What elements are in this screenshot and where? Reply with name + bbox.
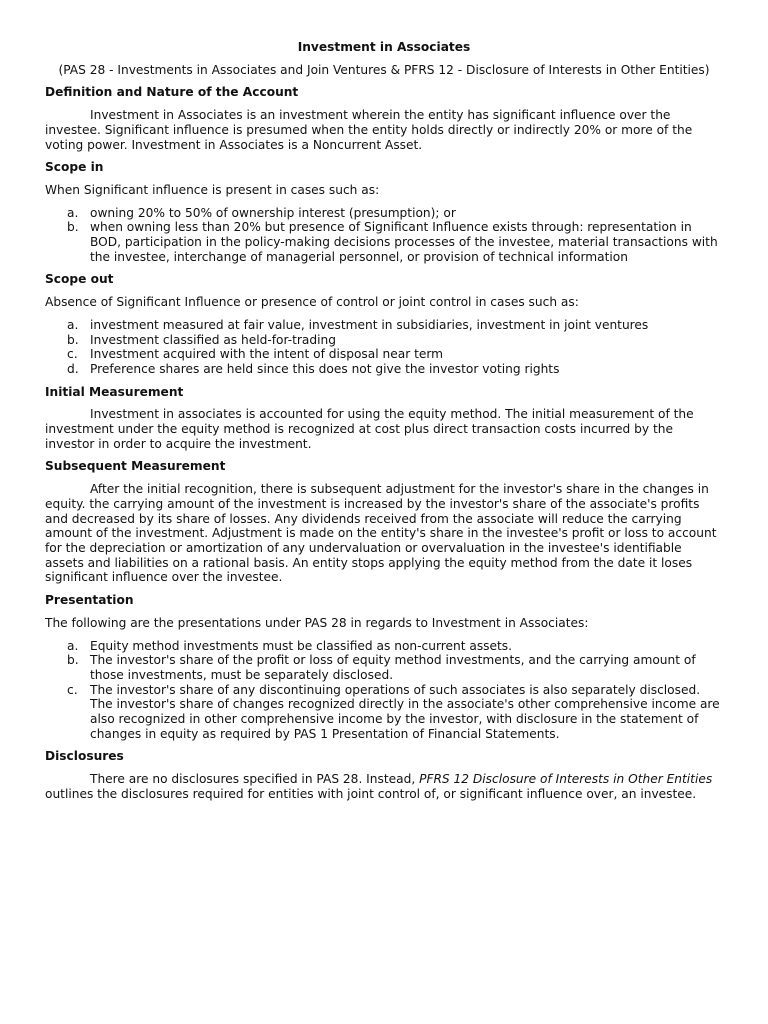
section-heading-initial-measurement: Initial Measurement: [45, 384, 184, 399]
presentation-list: [45, 639, 723, 742]
document-subtitle: (PAS 28 - Investments in Associates and Join Ventures & PFRS 12 - Disclosure of Interests in Other Entities): [58, 62, 710, 77]
section-heading-disclosures: Disclosures: [45, 749, 124, 764]
list-marker: a.: [67, 638, 79, 653]
list-marker: a.: [67, 317, 79, 332]
list-item-text: owning 20% to 50% of ownership interest (presumption); or: [90, 205, 456, 220]
scope-out-list: [45, 318, 723, 377]
disclosures-text-after: outlines the disclosures required for entities with joint control of, or significant influence over, an investee.: [45, 786, 697, 801]
list-item-text: Investment classified as held-for-trading: [90, 332, 336, 347]
list-marker: c.: [67, 682, 78, 697]
list-marker: d.: [67, 361, 79, 376]
list-marker: c.: [67, 347, 78, 362]
list-marker: b.: [67, 653, 79, 668]
section-heading-scope-out: Scope out: [45, 272, 114, 287]
presentation-intro: The following are the presentations under PAS 28 in regards to Investment in Associates:: [45, 615, 589, 630]
document-page: [45, 40, 723, 810]
list-item-text: investment measured at fair value, investment in subsidiaries, investment in joint ventures: [90, 317, 649, 332]
list-item-text: The investor's share of any discontinuing operations of such associates is also separately disclosed. The investor's share of changes recognized directly in the associate's other comprehensive income are also recognized in other comprehensive income by the investor, with disclosure in the statement of changes in equity as required by PAS 1 Presentation of Financial Statements.: [90, 682, 720, 741]
section-heading-presentation: Presentation: [45, 593, 134, 608]
disclosures-text-before: There are no disclosures specified in PAS 28. Instead,: [90, 772, 420, 787]
document-title: Investment in Associates: [297, 40, 471, 54]
definition-paragraph: Investment in Associates is an investment wherein the entity has significant influence over the investee. Significant influence is presumed when the entity holds directly or indirectly 20% or more of the voting power. Investment in Associates is a Noncurrent Asset.: [45, 108, 693, 152]
list-item: [45, 653, 723, 682]
list-item: [45, 220, 723, 264]
list-item-text: Investment acquired with the intent of disposal near term: [90, 347, 444, 362]
list-item-text: Preference shares are held since this does not give the investor voting rights: [90, 361, 560, 376]
initial-measurement-paragraph: Investment in associates is accounted for using the equity method. The initial measurement of the investment under the equity method is recognized at cost plus direct transaction costs incurred by the investor in order to acquire the investment.: [45, 407, 694, 451]
list-item-text: Equity method investments must be classified as non-current assets.: [90, 638, 513, 653]
section-heading-subsequent-measurement: Subsequent Measurement: [45, 459, 226, 474]
list-item: [45, 318, 723, 333]
list-marker: b.: [67, 332, 79, 347]
scope-in-list: [45, 206, 723, 265]
scope-in-intro: When Significant influence is present in cases such as:: [45, 182, 380, 197]
list-item-text: when owning less than 20% but presence of Significant Influence exists through: representation in BOD, participation in the policy-making decisions processes of the investee, material transactions with the investee, interchange of managerial personnel, or provision of technical information: [90, 220, 718, 264]
disclosures-standard-reference: PFRS 12 Disclosure of Interests in Other Entities: [419, 772, 713, 787]
list-item: [45, 333, 723, 348]
list-item: [45, 639, 723, 654]
list-marker: a.: [67, 205, 79, 220]
scope-out-intro: Absence of Significant Influence or presence of control or joint control in cases such as:: [45, 295, 579, 310]
list-item: [45, 683, 723, 742]
list-item: [45, 206, 723, 221]
section-heading-definition: Definition and Nature of the Account: [45, 85, 299, 100]
list-marker: b.: [67, 220, 79, 235]
list-item: [45, 347, 723, 362]
list-item: [45, 362, 723, 377]
list-item-text: The investor's share of the profit or loss of equity method investments, and the carrying amount of those investments, must be separately disclosed.: [90, 653, 696, 682]
subsequent-measurement-paragraph: After the initial recognition, there is subsequent adjustment for the investor's share in the changes in equity. the carrying amount of the investment is increased by the investor's share of the associate's profits and decreased by its share of losses. Any dividends received from the associate will reduce the carrying amount of the investment. Adjustment is made on the entity's share in the investee's profit or loss to account for the depreciation or amortization of any undervaluation or overvaluation in the investee's identifiable assets and liabilities on a rational basis. An entity stops applying the equity method from the date it loses significant influence over the investee.: [45, 482, 717, 585]
disclosures-paragraph: [45, 772, 723, 801]
section-heading-scope-in: Scope in: [45, 160, 104, 175]
